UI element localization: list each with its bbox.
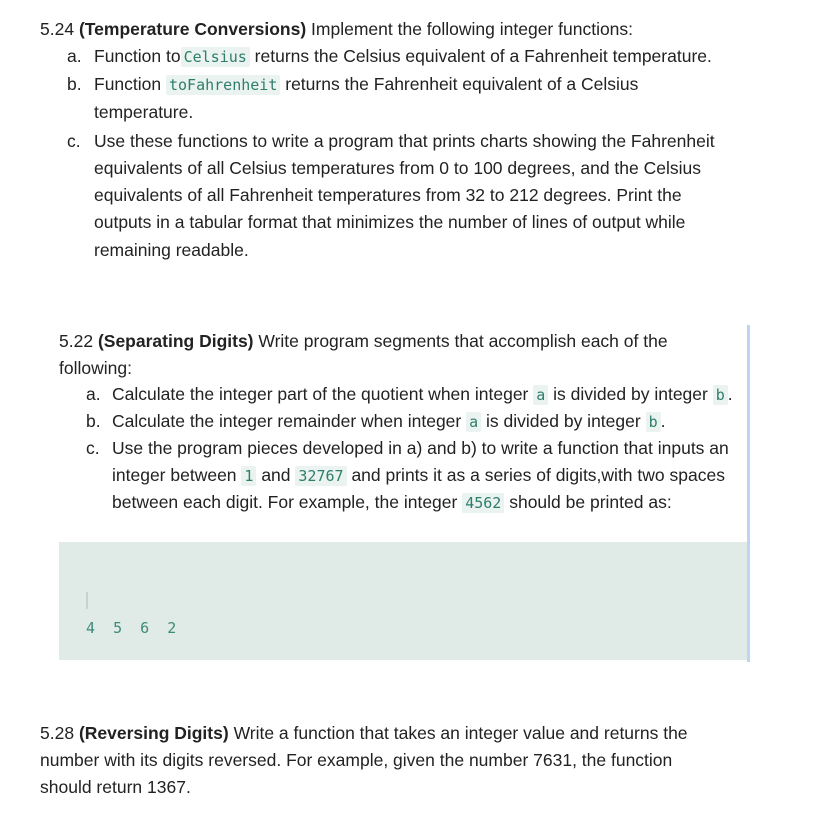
code-inline: 32767 (295, 466, 346, 486)
code-inline: b (646, 412, 661, 432)
list-item-c-line: between each digit. For example, the integer 4562 should be printed as: (112, 492, 672, 512)
problem-intro-cont: following: (59, 358, 132, 378)
list-item-c-line: integer between 1 and 32767 and prints it as a series of digits,with two spaces (112, 465, 725, 485)
code-inline: Celsius (181, 47, 250, 67)
code-block (59, 542, 747, 660)
list-item-b: Function toFahrenheit returns the Fahrenheit equivalent of a Celsius (94, 74, 639, 94)
problem-title: (Reversing Digits) (78, 723, 229, 743)
list-item-c-line: outputs in a tabular format that minimizes the number of lines of output while (94, 212, 686, 232)
list-item-c-line: Use these functions to write a program that prints charts showing the Fahrenheit (94, 131, 715, 151)
code-inline: toFahrenheit (166, 75, 280, 95)
list-marker-a: a. (86, 384, 101, 404)
list-marker-b: b. (86, 411, 101, 431)
problem-number: 5.28 (40, 723, 75, 743)
problem-5-28-heading (40, 722, 688, 744)
code-inline: 1 (241, 466, 256, 486)
list-item-b-cont: temperature. (94, 102, 194, 122)
problem-text-line: number with its digits reversed. For example, given the number 7631, the function (40, 750, 673, 770)
list-marker-b: b. (67, 74, 82, 94)
list-item-a: Calculate the integer part of the quotient when integer a is divided by integer b . (112, 384, 733, 404)
problem-text: Write a function that takes an integer value and returns the (233, 723, 688, 743)
problem-text-line: should return 1367. (40, 777, 191, 797)
list-item-c-line: equivalents of all Celsius temperatures from 0 to 100 degrees, and the Celsius (94, 158, 701, 178)
list-item-c-line: remaining readable. (94, 240, 249, 260)
blockquote-rule (747, 325, 750, 662)
code-inline: 4562 (462, 493, 504, 513)
list-item-c-line: Use the program pieces developed in a) and b) to write a function that inputs an (112, 438, 729, 458)
code-inline: a (466, 412, 481, 432)
code-output: 4 5 6 2 (86, 619, 177, 637)
problem-intro: Write program segments that accomplish each of the (258, 331, 668, 351)
list-marker-a: a. (67, 46, 82, 66)
text-cursor (86, 592, 88, 609)
list-item-b: Calculate the integer remainder when integer a is divided by integer b . (112, 411, 666, 431)
problem-title: (Temperature Conversions) (78, 19, 307, 39)
code-inline: b (713, 385, 728, 405)
problem-5-22-heading (59, 330, 668, 352)
problem-number: 5.22 (59, 331, 94, 351)
problem-number: 5.24 (40, 19, 75, 39)
code-inline: a (533, 385, 548, 405)
problem-title: (Separating Digits) (97, 331, 254, 351)
problem-intro: Implement the following integer functions: (311, 19, 634, 39)
list-marker-c: c. (86, 438, 100, 458)
list-item-c-line: equivalents of all Fahrenheit temperatures from 32 to 212 degrees. Print the (94, 185, 682, 205)
list-item-a: Function to Celsius returns the Celsius equivalent of a Fahrenheit temperature. (94, 46, 712, 66)
problem-5-24-heading (40, 18, 633, 40)
list-marker-c: c. (67, 131, 81, 151)
